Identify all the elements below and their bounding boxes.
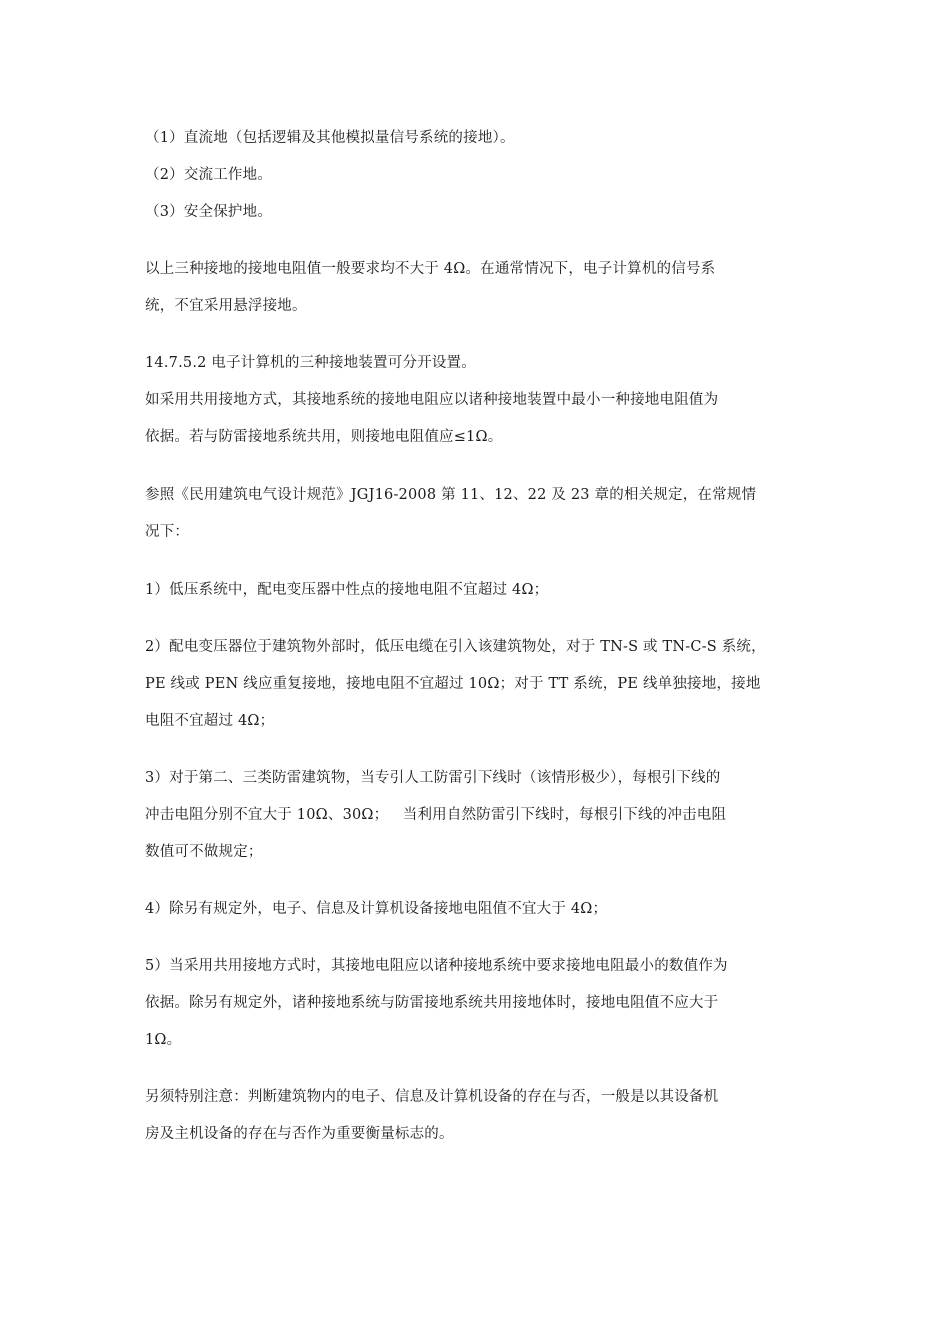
paragraph-line: 统，不宜采用悬浮接地。 — [145, 298, 307, 314]
paragraph-line: 况下： — [145, 524, 190, 540]
paragraph-line: 依据。除另有规定外，诸种接地系统与防雷接地系统共用接地体时，接地电阻值不应大于 — [145, 995, 719, 1011]
list-item-dc-ground: （1）直流地（包括逻辑及其他模拟量信号系统的接地）。 — [145, 130, 515, 146]
paragraph-line: 如采用共用接地方式，其接地系统的接地电阻应以诸种接地装置中最小一种接地电阻值为 — [145, 392, 719, 408]
section-heading: 14.7.5.2 电子计算机的三种接地装置可分开设置。 — [145, 355, 476, 371]
paragraph-line: 数值可不做规定； — [145, 844, 263, 860]
paragraph-line: 依据。若与防雷接地系统共用，则接地电阻值应≤1Ω。 — [145, 429, 503, 445]
rule-item-3: 3）对于第二、三类防雷建筑物，当专引人工防雷引下线时（该情形极少），每根引下线的 — [145, 770, 721, 786]
list-item-ac-ground: （2）交流工作地。 — [145, 167, 273, 183]
paragraph-line: 参照《民用建筑电气设计规范》JGJ16-2008 第 11、12、22 及 23 章的相关规定，在常规情 — [145, 487, 757, 503]
rule-item-5: 5）当采用共用接地方式时，其接地电阻应以诸种接地系统中要求接地电阻最小的数值作为 — [145, 958, 728, 974]
paragraph-line: 以上三种接地的接地电阻值一般要求均不大于 4Ω。在通常情况下，电子计算机的信号系 — [145, 261, 716, 277]
paragraph-line: 1Ω。 — [145, 1032, 182, 1048]
note-paragraph: 另须特别注意：判断建筑物内的电子、信息及计算机设备的存在与否，一般是以其设备机 — [145, 1089, 719, 1105]
rule-item-1: 1）低压系统中，配电变压器中性点的接地电阻不宜超过 4Ω； — [145, 582, 549, 598]
paragraph-line: 冲击电阻分别不宜大于 10Ω、30Ω； 当利用自然防雷引下线时，每根引下线的冲击电阻 — [145, 807, 727, 823]
paragraph-line: 房及主机设备的存在与否作为重要衡量标志的。 — [145, 1126, 454, 1142]
rule-item-2: 2）配电变压器位于建筑物外部时，低压电缆在引入该建筑物处，对于 TN-S 或 TN-C-S 系统， — [145, 639, 766, 655]
paragraph-line: PE 线或 PEN 线应重复接地，接地电阻不宜超过 10Ω；对于 TT 系统，PE 线单独接地，接地 — [145, 676, 761, 692]
rule-item-4: 4）除另有规定外，电子、信息及计算机设备接地电阻值不宜大于 4Ω； — [145, 901, 608, 917]
list-item-safety-ground: （3）安全保护地。 — [145, 204, 273, 220]
paragraph-line: 电阻不宜超过 4Ω； — [145, 713, 275, 729]
